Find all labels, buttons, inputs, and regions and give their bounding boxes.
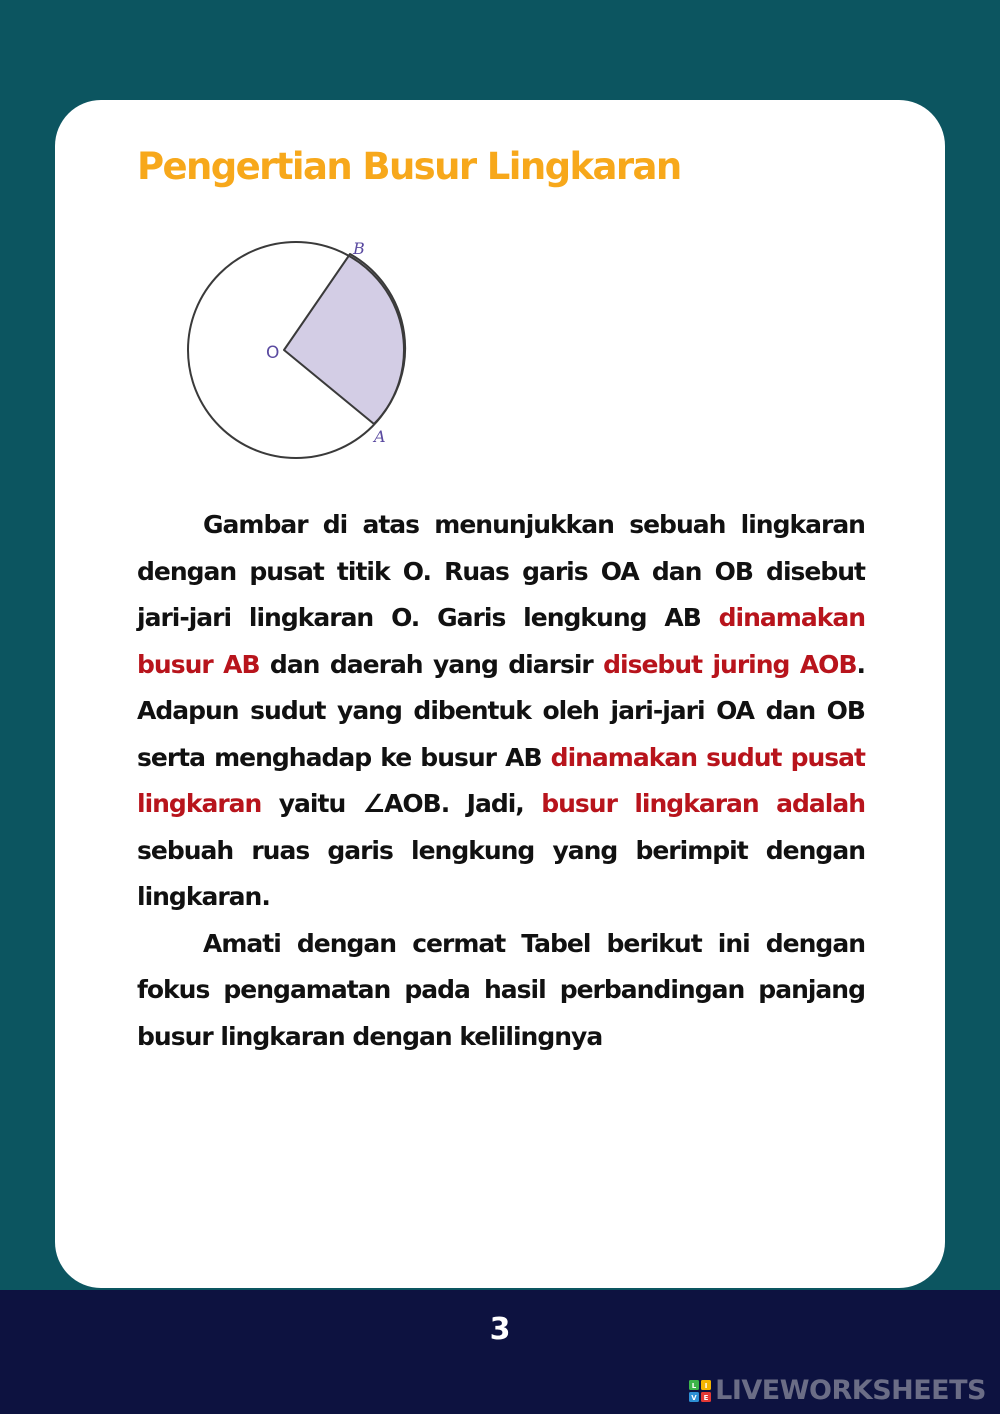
text-run: sebuah ruas garis lengkung yang berimpit dengan lingkaran. [137, 835, 865, 911]
page-title: Pengertian Busur Lingkaran [137, 145, 681, 188]
liveworksheets-logo-icon [689, 1380, 711, 1402]
logo-letter-l: L [691, 1381, 697, 1390]
highlighted-text: busur lingkaran adalah [541, 789, 865, 818]
logo-letter-v: V [691, 1393, 697, 1402]
paragraph [137, 502, 865, 921]
label-b: B [353, 239, 365, 258]
text-run: Gambar di atas menunjukkan sebuah lingkaran dengan pusat titik O. Ruas garis OA dan OB disebut jari-jari lingkaran O. Garis lengkung AB [137, 510, 865, 632]
highlighted-text: dinamakan busur AB [137, 603, 865, 679]
page-number: 3 [489, 1312, 511, 1347]
label-o: O [266, 343, 280, 363]
logo-letter-e: E [703, 1393, 709, 1402]
text-run: dan daerah yang diarsir [259, 649, 604, 679]
label-a: A [374, 427, 386, 446]
paragraph [137, 921, 865, 1061]
text-run: Amati dengan cermat Tabel berikut ini dengan fokus pengamatan pada hasil perbandingan panjang busur lingkaran dengan kelilingnya [137, 928, 865, 1051]
highlighted-text: dinamakan sudut pusat lingkaran [137, 742, 865, 818]
text-run: . Adapun sudut yang dibentuk oleh jari-jari OA dan OB serta menghadap ke busur AB [137, 649, 865, 772]
highlighted-text: disebut juring AOB [603, 649, 857, 679]
footer [0, 1290, 1000, 1414]
sector-aob [284, 254, 405, 424]
body-text [137, 502, 865, 1060]
circle-sector-figure [175, 230, 425, 470]
liveworksheets-brand[interactable] [689, 1375, 986, 1406]
logo-letter-i: I [704, 1381, 708, 1390]
text-run: yaitu ∠AOB. Jadi, [261, 789, 542, 818]
content-card [55, 100, 945, 1288]
brand-name: LIVEWORKSHEETS [715, 1375, 986, 1406]
